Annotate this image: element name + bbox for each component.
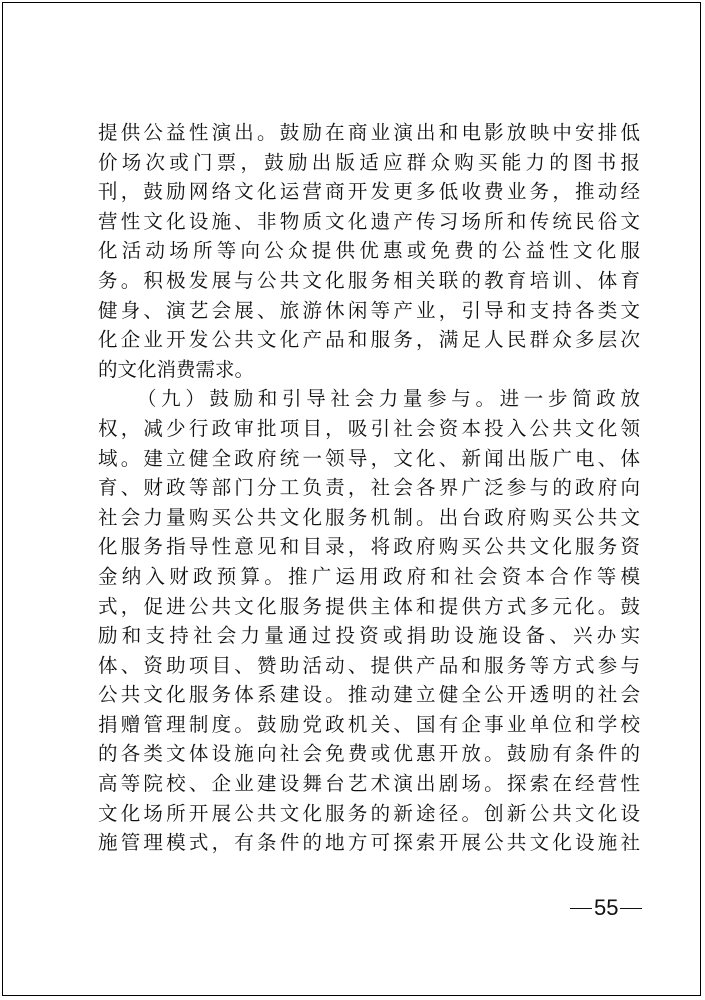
text-line: 化企业开发公共文化产品和服务，满足人民群众多层次 (98, 328, 640, 352)
text-line: 文化场所开展公共文化服务的新途径。创新公共文化设 (98, 801, 640, 825)
text-line: 化活动场所等向公众提供优惠或免费的公益性文化服 (98, 239, 640, 263)
text-line: 权，减少行政审批项目，吸引社会资本投入公共文化领 (98, 416, 640, 440)
text-line: 刊，鼓励网络文化运营商开发更多低收费业务，推动经 (98, 180, 640, 204)
body-text (98, 118, 640, 858)
text-line: 育、财政等部门分工负责，社会各界广泛参与的政府向 (98, 476, 640, 500)
section-heading-line: （九）鼓励和引导社会力量参与。进一步简政放 (137, 387, 640, 411)
text-line: 体、资助项目、赞助活动、提供产品和服务等方式参与 (98, 653, 640, 677)
text-line: 捐赠管理制度。鼓励党政机关、国有企事业单位和学校 (98, 712, 640, 736)
text-line: 的各类文体设施向社会免费或优惠开放。鼓励有条件的 (98, 742, 640, 766)
text-line: 金纳入财政预算。推广运用政府和社会资本合作等模 (98, 564, 640, 588)
text-line: 公共文化服务体系建设。推动建立健全公开透明的社会 (98, 683, 640, 707)
text-line: 健身、演艺会展、旅游休闲等产业，引导和支持各类文 (98, 298, 640, 322)
text-line: 营性文化设施、非物质文化遗产传习场所和传统民俗文 (98, 209, 640, 233)
text-line: 域。建立健全政府统一领导，文化、新闻出版广电、体 (98, 446, 640, 470)
page-number-right-dash (620, 908, 642, 909)
text-line: 价场次或门票，鼓励出版适应群众购买能力的图书报 (98, 150, 640, 174)
text-line: 的文化消费需求。 (98, 357, 255, 381)
text-line: 社会力量购买公共文化服务机制。出台政府购买公共文 (98, 505, 640, 529)
page-number-left-dash (570, 908, 592, 909)
text-line: 施管理模式，有条件的地方可探索开展公共文化设施社 (98, 831, 640, 855)
text-line: 务。积极发展与公共文化服务相关联的教育培训、体育 (98, 268, 640, 292)
text-line: 式，促进公共文化服务提供主体和提供方式多元化。鼓 (98, 594, 640, 618)
text-line: 励和支持社会力量通过投资或捐助设施设备、兴办实 (98, 624, 640, 648)
document-page (2, 2, 701, 996)
text-line: 高等院校、企业建设舞台艺术演出剧场。探索在经营性 (98, 772, 640, 796)
text-line: 化服务指导性意见和目录，将政府购买公共文化服务资 (98, 535, 640, 559)
page-number-value: 55 (594, 895, 619, 920)
text-line: 提供公益性演出。鼓励在商业演出和电影放映中安排低 (98, 121, 640, 144)
page-number (568, 895, 644, 921)
